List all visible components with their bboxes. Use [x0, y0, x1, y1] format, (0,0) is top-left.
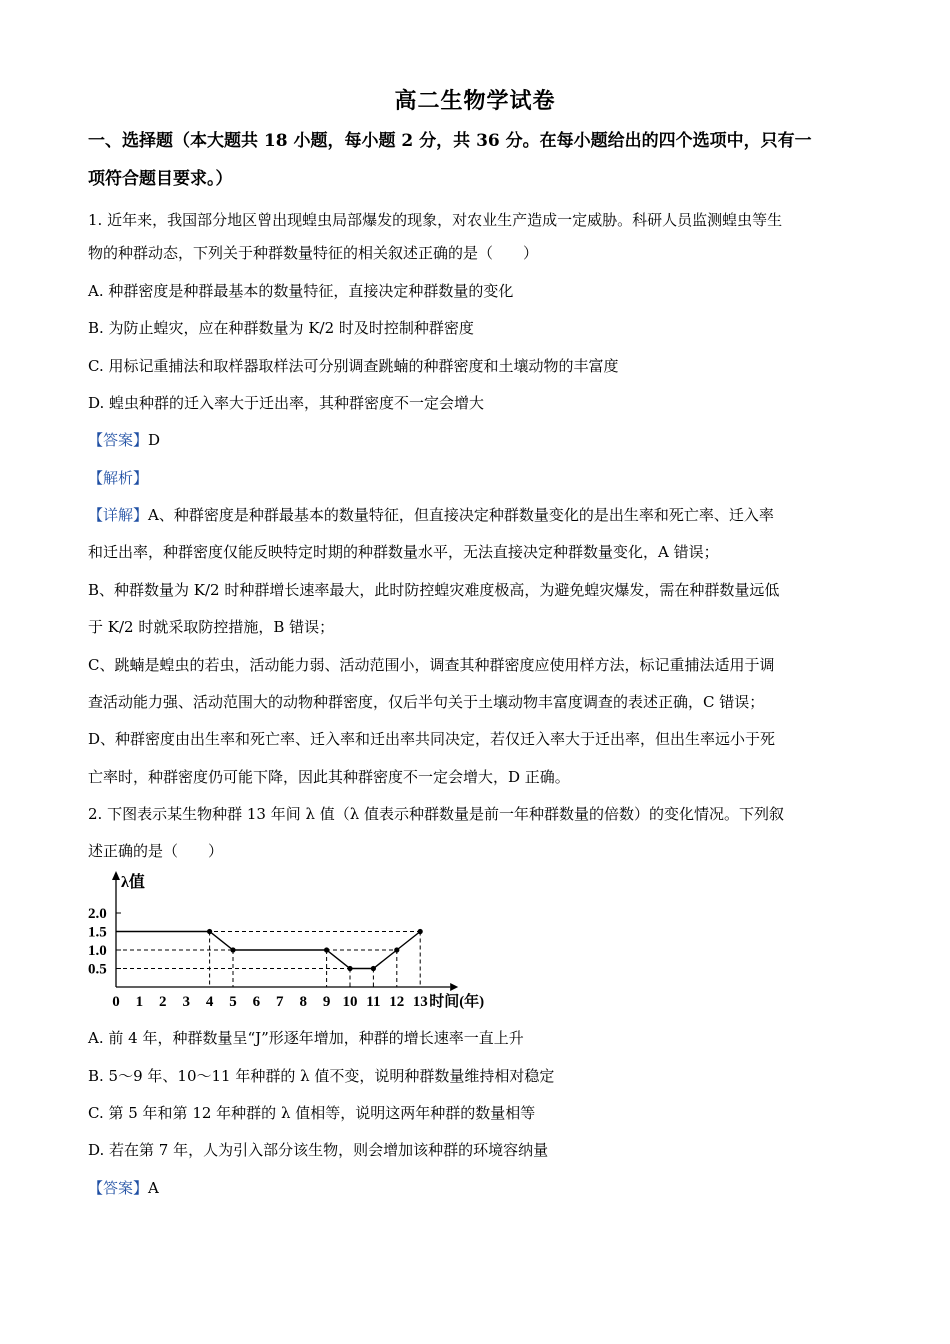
q2-option-c: C. 第 5 年和第 12 年种群的 λ 值相等，说明这两年种群的数量相等 — [88, 1104, 536, 1122]
q1-detail-line: 亡率时，种群密度仍可能下降，因此其种群密度不一定会增大，D 正确。 — [88, 768, 570, 786]
x-tick-label: 2 — [159, 994, 167, 1010]
data-point — [324, 947, 329, 952]
x-tick-label: 1 — [135, 994, 144, 1010]
x-tick-label: 9 — [322, 994, 331, 1010]
q1-answer — [88, 429, 868, 451]
q1-detail-line: 和迁出率，种群密度仅能反映特定时期的种群数量水平，无法直接决定种群数量变化，A 错误； — [88, 543, 719, 561]
x-tick-label: 4 — [205, 994, 214, 1010]
q2-stem-cont: 述正确的是（ ） — [88, 842, 224, 860]
detail-tag: 【详解】 — [88, 506, 149, 524]
page-title: 高二生物学试卷 — [394, 88, 556, 114]
q2-option-a: A. 前 4 年，种群数量呈“J”形逐年增加，种群的增长速率一直上升 — [88, 1029, 524, 1047]
y-axis-label: λ值 — [121, 874, 145, 891]
q1-option-c: C. 用标记重捕法和取样器取样法可分别调查跳蝻的种群密度和土壤动物的丰富度 — [88, 357, 619, 375]
q2-answer — [88, 1177, 868, 1199]
q1-detail-line: C、跳蝻是蝗虫的若虫，活动能力弱、活动范围小，调查其种群密度应使用样方法，标记重捕法适用于调 — [88, 656, 775, 674]
data-point — [230, 947, 235, 952]
y-tick-label: 1.5 — [88, 924, 107, 941]
y-tick-label: 2.0 — [88, 906, 107, 922]
x-tick-label: 11 — [366, 994, 381, 1010]
x-tick-label: 0 — [112, 994, 120, 1010]
data-point — [347, 966, 352, 971]
q1-option-b: B. 为防止蝗灾，应在种群数量为 K/2 时及时控制种群密度 — [88, 319, 474, 337]
x-axis-arrow — [450, 983, 458, 991]
answer-tag: 【答案】 — [88, 431, 149, 449]
q1-option-d: D. 蝗虫种群的迁入率大于迁出率，其种群密度不一定会增大 — [88, 394, 485, 412]
x-axis-label: 时间(年) — [429, 994, 485, 1010]
q1-detail-line: B、种群数量为 K/2 时种群增长速率最大，此时防控蝗灾难度极高，为避免蝗灾爆发，需在种群数量远低 — [88, 581, 780, 599]
y-tick-label: 1.0 — [88, 943, 107, 959]
answer-tag: 【答案】 — [88, 1179, 149, 1197]
q1-analysis — [88, 467, 868, 489]
q2-stem: 2. 下图表示某生物种群 13 年间 λ 值（λ 值表示种群数量是前一年种群数量的倍数）的变化情况。下列叙 — [88, 805, 785, 823]
data-point — [418, 929, 423, 934]
x-tick-label: 5 — [229, 994, 237, 1010]
lambda-chart — [86, 868, 506, 1016]
q2-option-d: D. 若在第 7 年，人为引入部分该生物，则会增加该种群的环境容纳量 — [88, 1141, 549, 1159]
q1-stem-cont: 物的种群动态，下列关于种群数量特征的相关叙述正确的是（ ） — [88, 244, 539, 262]
y-axis-arrow — [112, 871, 120, 880]
x-tick-label: 6 — [252, 994, 261, 1010]
data-point — [207, 929, 212, 934]
x-tick-label: 7 — [276, 994, 284, 1010]
data-point — [371, 966, 376, 971]
x-tick-label: 10 — [342, 994, 358, 1010]
q1-detail-line: 于 K/2 时就采取防控措施，B 错误； — [88, 618, 335, 636]
answer-value: A — [148, 1179, 159, 1197]
x-tick-label: 12 — [389, 994, 405, 1010]
x-tick-label: 13 — [412, 994, 428, 1010]
q1-detail-line — [88, 504, 868, 526]
y-tick-label: 0.5 — [88, 961, 107, 978]
q1-option-a: A. 种群密度是种群最基本的数量特征，直接决定种群数量的变化 — [88, 282, 514, 300]
section-heading: 一、选择题（本大题共 18 小题，每小题 2 分，共 36 分。在每小题给出的四个选项中，只有一 — [88, 131, 812, 151]
detail-text: A、种群密度是种群最基本的数量特征，但直接决定种群数量变化的是出生率和死亡率、迁入率 — [148, 506, 774, 524]
section-heading-cont: 项符合题目要求。） — [88, 169, 233, 189]
answer-value: D — [148, 431, 161, 449]
q1-stem: 1. 近年来，我国部分地区曾出现蝗虫局部爆发的现象，对农业生产造成一定威胁。科研人员监测蝗虫等生 — [88, 211, 783, 229]
q2-option-b: B. 5～9 年、10～11 年种群的 λ 值不变，说明种群数量维持相对稳定 — [88, 1067, 555, 1085]
data-point — [394, 947, 399, 952]
q1-detail-line: 查活动能力强、活动范围大的动物种群密度，仅后半句关于土壤动物丰富度调查的表述正确，C 错误； — [88, 693, 765, 711]
x-tick-label: 8 — [299, 994, 307, 1010]
x-tick-label: 3 — [182, 994, 190, 1010]
analysis-tag: 【解析】 — [88, 469, 149, 487]
q1-detail-line: D、种群密度由出生率和死亡率、迁入率和迁出率共同决定，若仅迁入率大于迁出率，但出生率远小于死 — [88, 730, 776, 748]
